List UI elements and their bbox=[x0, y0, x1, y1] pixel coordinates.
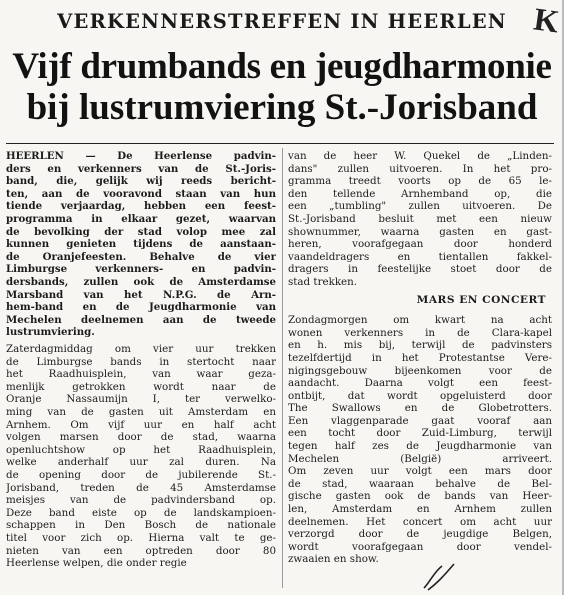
body-text-line: len, Amsterdam en Arnhem zullen bbox=[288, 503, 552, 516]
lead-text-line: Limburgse verkenners- en padvin- bbox=[6, 263, 276, 276]
body-text-line: een „tumbling" zullen uitvoeren. De bbox=[288, 200, 552, 213]
body-text-line: menlijk getrokken wordt naar de bbox=[6, 380, 276, 393]
body-text-line: St.-Jorisband besluit met een nieuw bbox=[288, 212, 552, 225]
body-text-line: wordt voorafgegaan door vendel- bbox=[288, 540, 552, 553]
lead-text-line: band, die, gelijk wij reeds bericht- bbox=[6, 175, 276, 188]
body-text-line: Zondagmorgen om kwart na acht bbox=[288, 314, 552, 327]
handwritten-mark: K bbox=[531, 0, 562, 40]
body-text-line: shownummer, waarna gasten en gast- bbox=[288, 225, 552, 238]
body-text-line: ming van de gasten uit Amsterdam en bbox=[6, 405, 276, 418]
lead-text-line: ders en verkenners van de St.-Joris- bbox=[6, 162, 276, 175]
kicker-headline: VERKENNERSTREFFEN IN HEERLEN bbox=[57, 10, 507, 33]
body-text-line: vaandeldragers en tientallen fakkel- bbox=[288, 250, 552, 263]
body-text-line: titel voor zich op. Hierna valt te ge- bbox=[6, 531, 276, 544]
body-text-line: Zaterdagmiddag om vier uur trekken bbox=[6, 343, 276, 355]
lead-text-line: dersbands, zullen ook de Amsterdamse bbox=[6, 275, 276, 288]
body-text-line: meisjes van de padvindersband op. bbox=[6, 494, 276, 507]
body-text-line: Om zeven uur volgt een mars door bbox=[288, 465, 552, 478]
body-text-line: Oranje Nassaumijn I, ter verwelko- bbox=[6, 393, 276, 406]
body-text-line: een tocht door Zuid-Limburg, terwijl bbox=[288, 427, 552, 440]
lead-text-line: Mechelen deelnemen aan de tweede bbox=[6, 313, 276, 326]
body-text-line: zwaaien en show. bbox=[288, 553, 379, 566]
headline-rule bbox=[6, 143, 554, 144]
body-text-line: den tellende Arnhemband op, die bbox=[288, 187, 552, 200]
body-text-line: Deze band eiste op de landskampioen- bbox=[6, 506, 276, 519]
body-text-line: volgen marsen door de stad, waarna bbox=[6, 431, 276, 444]
pen-scribble bbox=[420, 560, 460, 592]
lead-text-line: lustrumviering. bbox=[6, 326, 95, 339]
left-body-paragraph bbox=[6, 343, 276, 570]
body-text-line: van de heer W. Quekel de „Linden- bbox=[288, 150, 552, 162]
lead-text-line: programma in elkaar gezet, waarvan bbox=[6, 212, 276, 225]
body-text-line: Arnhem. Om vijf uur en half acht bbox=[6, 418, 276, 431]
body-text-line: wonen verkenners in de Clara-kapel bbox=[288, 326, 552, 339]
body-text-line: dragers in feestelijke stoet door de bbox=[288, 263, 552, 276]
body-text-line: tezelfdertijd in het Protestantse Vere- bbox=[288, 351, 552, 364]
body-text-line: schappen in Den Bosch de nationale bbox=[6, 519, 276, 532]
right-bottom-paragraph bbox=[288, 314, 552, 566]
body-text-line: nigingsgebouw bijeenkomen voor de bbox=[288, 364, 552, 377]
lead-text-line: de Oranjefeesten. Behalve de vier bbox=[6, 250, 276, 263]
body-text-line: Mechelen (België) arriveert. bbox=[288, 452, 552, 465]
body-text-line: stad trekken. bbox=[288, 275, 358, 288]
headline-line-2: bij lustrumviering St.-Jorisband bbox=[26, 87, 538, 128]
body-text-line: de stad, waaraan behalve de Bel- bbox=[288, 477, 552, 490]
body-text-line: Een vlaggenparade gaat vooraf aan bbox=[288, 414, 552, 427]
body-text-line: openluchtshow op het Raadhuisplein, bbox=[6, 443, 276, 456]
body-text-line: gische gasten ook de bands van Heer- bbox=[288, 490, 552, 503]
body-text-line: Jorisband, treden de 45 Amsterdamse bbox=[6, 481, 276, 494]
body-text-line: verzorgd door de jeugdige Belgen, bbox=[288, 528, 552, 541]
lead-text-line: HEERLEN — De Heerlense padvin- bbox=[6, 150, 276, 162]
body-text-line: Heerlense welpen, die onder regie bbox=[6, 557, 187, 570]
body-text-line: heren, voorafgegaan door honderd bbox=[288, 238, 552, 251]
body-text-line: deelnemen. Het concert om acht uur bbox=[288, 515, 552, 528]
body-text-line: The Swallows en de Globetrotters. bbox=[288, 402, 552, 415]
lead-text-line: tiende verjaardag, hebben een feest- bbox=[6, 200, 276, 213]
body-text-line: het Raadhuisplein, van waar geza- bbox=[6, 368, 276, 381]
lead-text-line: hem-band en de Jeugdharmonie van bbox=[6, 301, 276, 314]
lead-paragraph bbox=[6, 150, 276, 339]
lead-text-line: ten, aan de vooravond staan van hun bbox=[6, 187, 276, 200]
body-text-line: nieten van een optreden door 80 bbox=[6, 544, 276, 557]
body-text-line: de Limburgse bands in stertocht naar bbox=[6, 355, 276, 368]
column-separator bbox=[282, 148, 283, 588]
body-text-line: gramma treedt voorts op de 65 le- bbox=[288, 175, 552, 188]
body-text-line: de opening door de jubilerende St.- bbox=[6, 468, 276, 481]
right-column bbox=[288, 150, 552, 566]
body-text-line: ontbijt, dat wordt opgeluisterd door bbox=[288, 389, 552, 402]
lead-text-line: kunnen genieten tijdens de aanstaan- bbox=[6, 238, 276, 251]
body-text-line: dans" zullen uitvoeren. In het pro- bbox=[288, 162, 552, 175]
headline-line-1: Vijf drumbands en jeugdharmonie bbox=[12, 46, 552, 87]
lead-text-line: de bevolking der stad volop mee zal bbox=[6, 225, 276, 238]
body-text-line: welke anderhalf uur zal duren. Na bbox=[6, 456, 276, 469]
body-text-line: aandacht. Daarna volgt een feest- bbox=[288, 377, 552, 390]
right-top-paragraph bbox=[288, 150, 552, 289]
subheading-mars-en-concert: MARS EN CONCERT bbox=[416, 293, 546, 306]
body-text-line: en h. mis bij, terwijl de padvinsters bbox=[288, 339, 552, 352]
body-text-line: tegen half zes de Jeugdharmonie van bbox=[288, 440, 552, 453]
lead-text-line: Marsband van het N.P.G. de Arn- bbox=[6, 288, 276, 301]
